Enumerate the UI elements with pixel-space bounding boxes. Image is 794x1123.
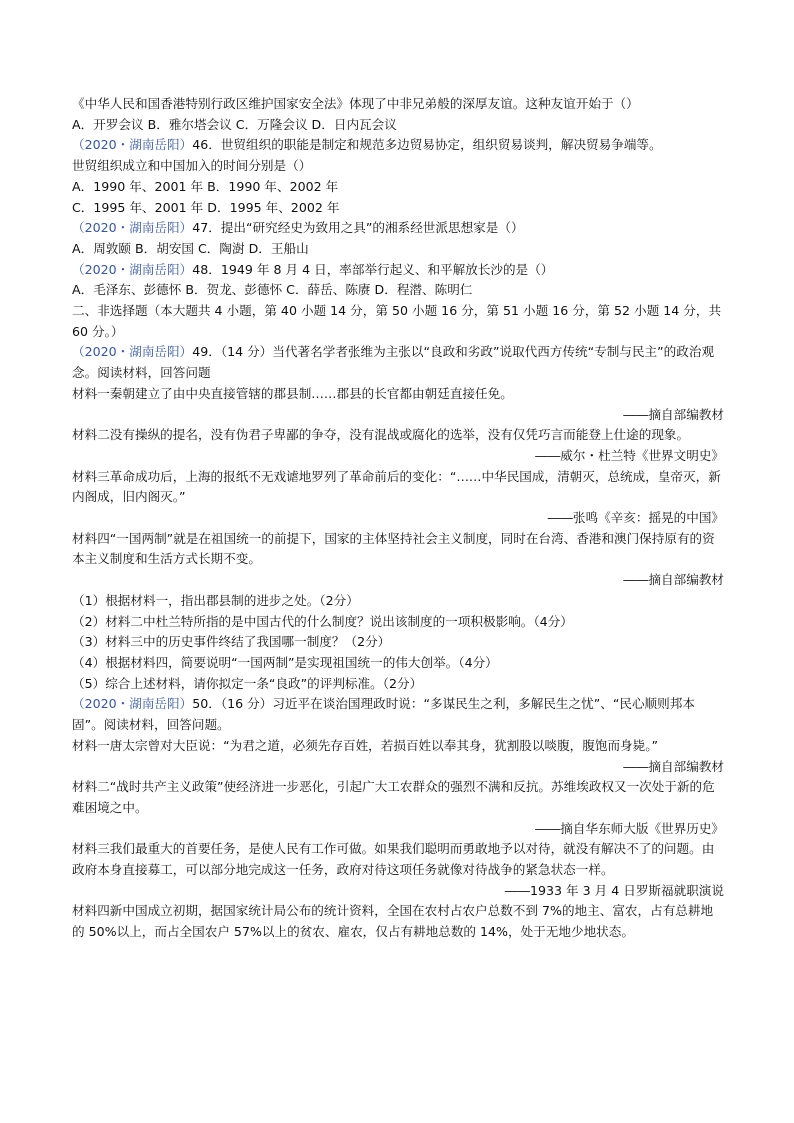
question-46-options-cd: C．1995 年、2001 年 D．1995 年、2002 年 [72, 199, 340, 215]
q49-subquestion-5: （5）综合上述材料，请你拟定一条“良政”的评判标准。（2分） [72, 675, 423, 691]
question-46-stem-continued: 世贸组织成立和中国加入的时间分别是（） [72, 158, 312, 174]
question-50-source: （2020・湖南岳阳） [72, 696, 193, 712]
question-47-options: A．周敦颐 B．胡安国 C．陶澍 D．王船山 [72, 240, 309, 256]
question-46-stem [72, 135, 724, 156]
section-two-heading: 二、非选择题（本大题共 4 小题，第 40 小题 14 分，第 50 小题 16 分，第 51 小题 16 分，第 52 小题 14 分，共 60 分。） [72, 303, 722, 339]
question-47-stem [72, 218, 724, 239]
q50-material-1: 材料一唐太宗曾对大臣说：“为君之道，必须先存百姓，若损百姓以奉其身，犹割股以啖腹，腹饱而身毙。” [72, 737, 659, 753]
question-50-stem [72, 694, 724, 735]
question-48-source: （2020・湖南岳阳） [72, 261, 193, 277]
q49-subquestion-4: （4）根据材料四，简要说明“一国两制”是实现祖国统一的伟大创举。（4分） [72, 654, 498, 670]
q49-material-2-citation: ――威尔・杜兰特《世界文明史》 [535, 447, 724, 463]
q49-subquestion-3: （3）材料三中的历史事件终结了我国哪一制度？（2分） [72, 634, 391, 650]
q49-material-3-citation: ――张鸣《辛亥：摇晃的中国》 [547, 510, 724, 526]
question-45-stem: 《中华人民和国香港特别行政区维护国家安全法》体现了中非兄弟般的深厚友谊。这种友谊开始于（） [72, 96, 639, 111]
q49-material-2: 材料二没有操纵的提名，没有伪君子卑鄙的争夺，没有混战或腐化的选举，没有仅凭巧言而能登上仕途的现象。 [72, 427, 690, 443]
question-49-source: （2020・湖南岳阳） [72, 344, 193, 360]
question-50-text: 50．（16 分）习近平在谈治国理政时说：“多谋民生之利，多解民生之忧”、“民心顺则邦本固”。阅读材料，回答问题。 [72, 696, 695, 733]
q49-material-4-citation: ――摘自部编教材 [623, 572, 724, 588]
q49-subquestion-1: （1）根据材料一，指出郡县制的进步之处。（2分） [72, 592, 359, 608]
q49-subquestion-2: （2）材料二中杜兰特所指的是中国古代的什么制度？说出该制度的一项积极影响。（4分） [72, 613, 573, 629]
question-46-options-ab: A．1990 年、2001 年 B．1990 年、2002 年 [72, 178, 339, 194]
question-48-text: 48．1949 年 8 月 4 日，率部举行起义、和平解放长沙的是（） [192, 261, 554, 277]
q50-material-2: 材料二“战时共产主义政策”使经济进一步恶化，引起广大工农群众的强烈不满和反抗。苏维埃政权又一次处于新的危难困境之中。 [72, 779, 715, 815]
question-48-stem [72, 260, 724, 281]
question-47-text: 47．提出“研究经史为致用之具”的湘系经世派思想家是（） [192, 220, 524, 236]
q49-material-1: 材料一秦朝建立了由中央直接管辖的郡县制……郡县的长官都由朝廷直接任免。 [72, 385, 513, 401]
question-49-text: 49．（14 分）当代著名学者张维为主张以“良政和劣政”说取代西方传统“专制与民主”的政治观念。阅读材料，回答问题 [72, 344, 715, 381]
document-page [72, 94, 724, 943]
q50-material-2-citation: ――摘自华东师大版《世界历史》 [535, 820, 724, 836]
q49-material-1-citation: ――摘自部编教材 [623, 406, 724, 422]
q49-material-3: 材料三革命成功后，上海的报纸不无戏谑地罗列了革命前后的变化：“……中华民国成，清朝灭，总统成，皇帝灭，新内阁成，旧内阁灭。” [72, 468, 721, 505]
question-49-stem [72, 342, 724, 383]
question-45-options: A．开罗会议 B．雅尔塔会议 C．万隆会议 D．日内瓦会议 [72, 116, 397, 132]
question-47-source: （2020・湖南岳阳） [72, 220, 193, 236]
q50-material-4: 材料四新中国成立初期，据国家统计局公布的统计资料，全国在农村占农户总数不到 7%的地主、富农，占有总耕地的 50%以上，而占全国农户 57%以上的贫农、雇农，仅占有耕地总数的 14%，处于无地少地状态。 [72, 903, 714, 940]
question-46-text: 46．世贸组织的职能是制定和规范多边贸易协定，组织贸易谈判，解决贸易争端等。 [192, 137, 662, 153]
question-46-source: （2020・湖南岳阳） [72, 137, 193, 153]
question-48-options: A．毛泽东、彭德怀 B．贺龙、彭德怀 C．薛岳、陈赓 D．程潜、陈明仁 [72, 282, 473, 298]
q50-material-1-citation: ――摘自部编教材 [623, 758, 724, 774]
q49-material-4: 材料四“一国两制”就是在祖国统一的前提下，国家的主体坚持社会主义制度，同时在台湾、香港和澳门保持原有的资本主义制度和生活方式长期不变。 [72, 530, 715, 567]
q50-material-3: 材料三我们最重大的首要任务，是使人民有工作可做。如果我们聪明而勇敢地予以对待，就没有解决不了的问题。由政府本身直接募工，可以部分地完成这一任务，政府对待这项任务就像对待战争的紧急状态一样。 [72, 841, 715, 878]
q50-material-3-citation: ――1933 年 3 月 4 日罗斯福就职演说 [504, 882, 724, 898]
